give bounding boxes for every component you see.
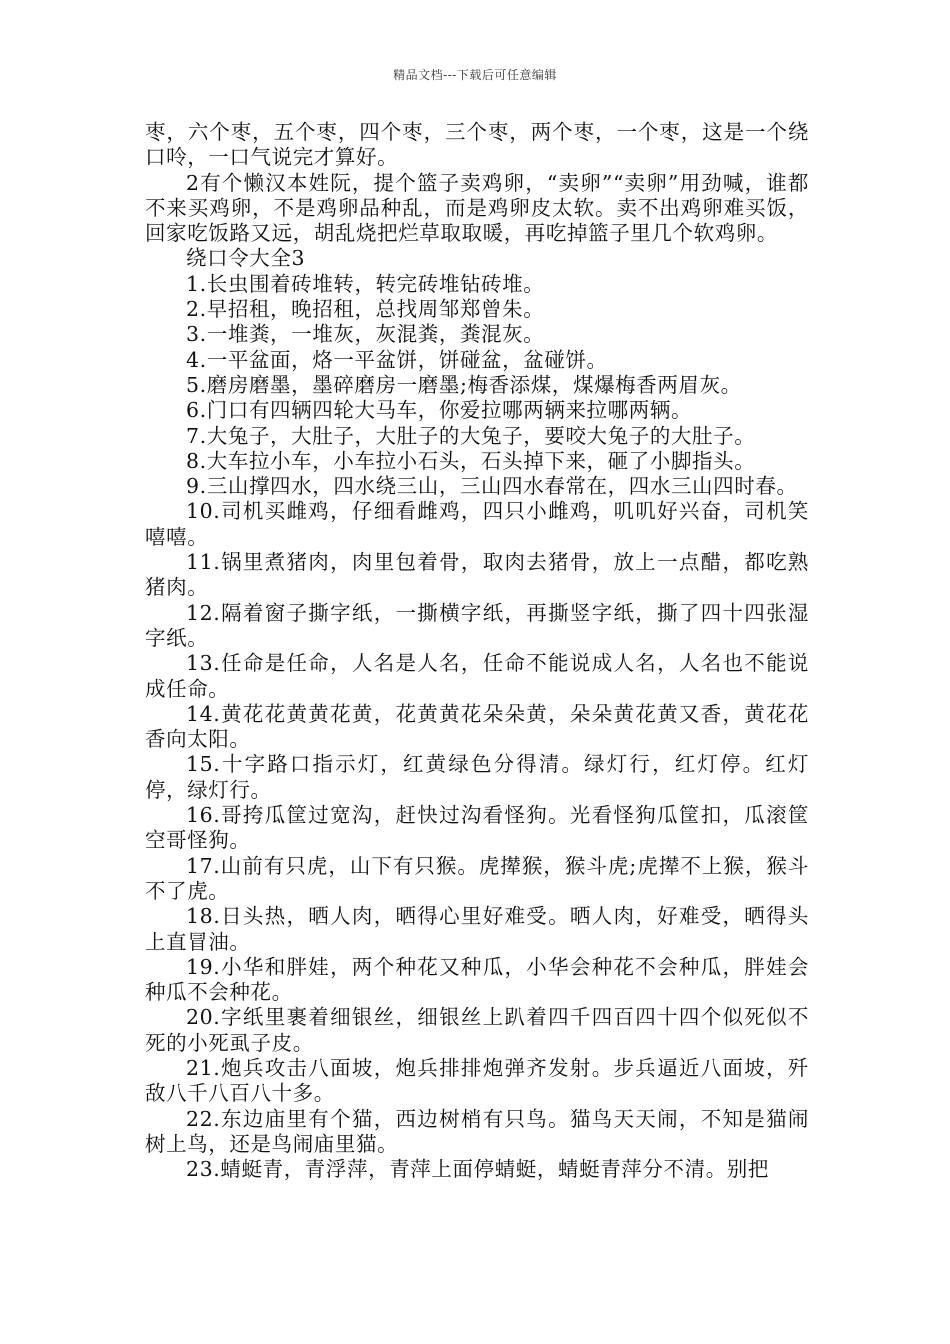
paragraph: 5.磨房磨墨，墨碎磨房一磨墨;梅香添煤，煤爆梅香两眉灰。 bbox=[186, 372, 742, 397]
paragraph: 15.十字路口指示灯，红黄绿色分得清。绿灯行，红灯停。红灯停，绿灯行。 bbox=[145, 752, 809, 802]
page-header: 精品文档---下载后可任意编辑 bbox=[393, 68, 557, 82]
paragraph: 10.司机买雌鸡，仔细看雌鸡，四只小雌鸡，叽叽好兴奋，司机笑嘻嘻。 bbox=[145, 499, 809, 549]
paragraph: 23.蜻蜓青，青浮萍，青萍上面停蜻蜓，蜻蜓青萍分不清。别把 bbox=[186, 1157, 769, 1182]
paragraph: 绕口令大全3 bbox=[186, 246, 306, 271]
paragraph: 3.一堆粪，一堆灰，灰混粪，粪混灰。 bbox=[186, 322, 545, 347]
paragraph: 17.山前有只虎，山下有只猴。虎撵猴，猴斗虎;虎撵不上猴，猴斗不了虎。 bbox=[145, 853, 809, 903]
paragraph: 4.一平盆面，烙一平盆饼，饼碰盆，盆碰饼。 bbox=[186, 347, 608, 372]
paragraph: 7.大兔子，大肚子，大肚子的大兔子，要咬大兔子的大肚子。 bbox=[186, 423, 756, 448]
paragraph: 6.门口有四辆四轮大马车，你爱拉哪两辆来拉哪两辆。 bbox=[186, 398, 693, 423]
paragraph: 21.炮兵攻击八面坡，炮兵排排炮弹齐发射。步兵逼近八面坡，歼敌八千八百八十多。 bbox=[145, 1055, 809, 1106]
paragraph: 20.字纸里裹着细银丝，细银丝上趴着四千四百四十四个似死似不死的小死虱子皮。 bbox=[145, 1005, 809, 1055]
paragraph: 枣，六个枣，五个枣，四个枣，三个枣，两个枣，一个枣，这是一个绕口呤，一口气说完才算好。 bbox=[145, 120, 809, 170]
paragraph: 9.三山撑四水，四水绕三山，三山四水春常在，四水三山四时春。 bbox=[186, 474, 798, 499]
paragraph: 18.日头热，晒人肉，晒得心里好难受。晒人肉，好难受，晒得头上直冒油。 bbox=[145, 904, 809, 954]
paragraph: 1.长虫围着砖堆转，转完砖堆钻砖堆。 bbox=[186, 271, 545, 296]
paragraph: 13.任命是任命，人名是人名，任命不能说成人名，人名也不能说成任命。 bbox=[145, 651, 809, 701]
paragraph: 12.隔着窗子撕字纸，一撕横字纸，再撕竖字纸，撕了四十四张湿字纸。 bbox=[145, 600, 809, 650]
paragraph: 11.锅里煮猪肉，肉里包着骨，取肉去猪骨，放上一点醋，都吃熟猪肉。 bbox=[145, 550, 809, 600]
paragraph: 2.早招租，晚招租，总找周邹郑曾朱。 bbox=[186, 297, 545, 322]
paragraph: 16.哥挎瓜筐过宽沟，赶快过沟看怪狗。光看怪狗瓜筐扣，瓜滚筐空哥怪狗。 bbox=[145, 803, 809, 853]
paragraph: 19.小华和胖娃，两个种花又种瓜，小华会种花不会种瓜，胖娃会种瓜不会种花。 bbox=[145, 954, 809, 1005]
paragraph: 22.东边庙里有个猫，西边树梢有只鸟。猫鸟天天闹，不知是猫闹树上鸟，还是鸟闹庙里猫。 bbox=[145, 1106, 809, 1156]
document-body bbox=[145, 120, 809, 1182]
paragraph: 8.大车拉小车，小车拉小石头，石头掉下来，砸了小脚指头。 bbox=[186, 448, 756, 473]
paragraph: 2有个懒汉本姓阮，提个篮子卖鸡卵，“卖卵”“卖卵”用劲喊，谁都不来买鸡卵，不是鸡卵品种乱，而是鸡卵皮太软。卖不出鸡卵难买饭，回家吃饭路又远，胡乱烧把烂草取取暖，再吃掉篮子里几个软鸡卵。 bbox=[145, 170, 809, 246]
paragraph: 14.黄花花黄黄花黄，花黄黄花朵朵黄，朵朵黄花黄又香，黄花花香向太阳。 bbox=[145, 701, 809, 752]
